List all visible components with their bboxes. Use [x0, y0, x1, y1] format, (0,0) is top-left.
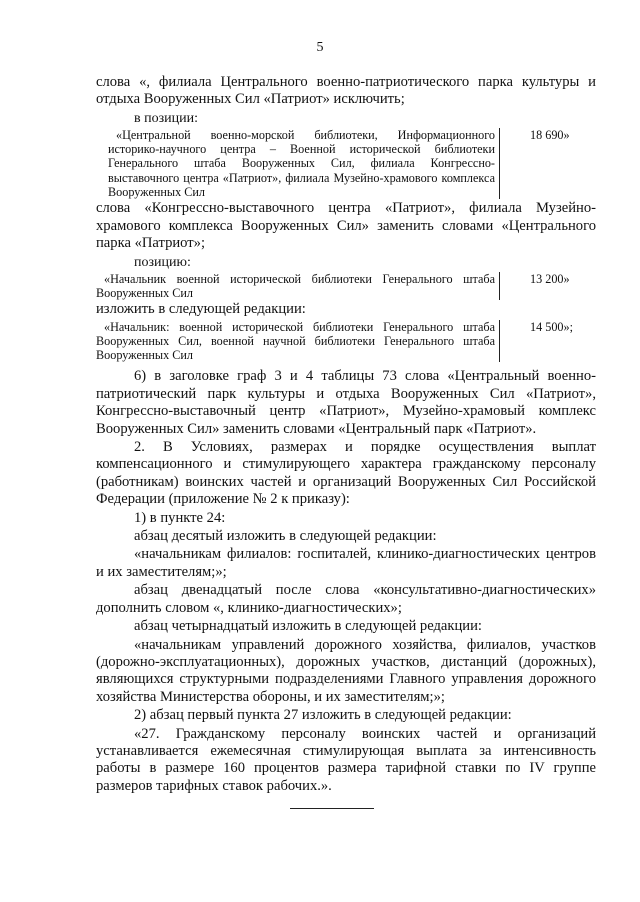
- table-row-position-3: [96, 320, 596, 363]
- paragraph-exclude-filial: слова «, филиала Центрального военно-патриотического парка культуры и отдыха Вооруженных Сил «Патриот» исключить;: [96, 74, 596, 108]
- page-number: 5: [316, 40, 324, 55]
- paragraph-new-edition: изложить в следующей редакции:: [96, 301, 306, 318]
- paragraph-abzac-10-text: «начальникам филиалов: госпиталей, клинико-диагностических центров и их заместителям;»;: [96, 546, 596, 580]
- document-body: [96, 74, 596, 795]
- paragraph-abzac-14-text: «начальникам управлений дорожного хозяйства, филиалов, участков (дорожно-эксплуатационных), дорожных участков, дистанций (дорожных), являющихся структурными подразделениями Главного управления дорожного хозяйства Министерства обороны, и их заместителям;»;: [96, 636, 596, 705]
- paragraph-abzac-10: абзац десятый изложить в следующей редакции:: [134, 528, 437, 545]
- paragraph-section-2: 2. В Условиях, размерах и порядке осуществления выплат компенсационного и стимулирующего характера гражданскому персоналу (работникам) воинских частей и организаций Вооруженных Сил Российской Федерации (приложение № 2 к приказу):: [96, 439, 596, 508]
- paragraph-point-24: 1) в пункте 24:: [134, 509, 226, 526]
- paragraph-item-6: 6) в заголовке граф 3 и 4 таблицы 73 слова «Центральный военно-патриотический парк культуры и отдыха Вооруженных Сил «Патриот», Конгрессно-выставочный центр «Патриот», Музейно-храмовый комплекс Вооруженных Сил» заменить словами «Центральный парк «Патриот».: [96, 368, 596, 437]
- paragraph-abzac-14: абзац четырнадцатый изложить в следующей редакции:: [134, 618, 482, 635]
- position-text-3: «Начальник: военной исторической библиотеки Генерального штаба Вооруженных Сил, военной научной библиотеки Генерального штаба Вооруженных Сил: [96, 320, 500, 363]
- position-value-2: 13 200»: [530, 271, 570, 286]
- position-text-2: «Начальник военной исторической библиотеки Генерального штаба Вооруженных Сил: [96, 272, 500, 301]
- paragraph-point-27-text: «27. Гражданскому персоналу воинских частей и организаций устанавливается ежемесячная стимулирующая выплата за интенсивность работы в размере 160 процентов размера тарифной ставки по IV группе размеров тарифных ставок рабочих.».: [96, 725, 596, 794]
- paragraph-replace-words: слова «Конгрессно-выставочного центра «Патриот», филиала Музейно-храмового комплекса Вооруженных Сил» заменить словами «Центрального парка «Патриот»;: [96, 200, 596, 252]
- table-row-position-1: [96, 128, 596, 199]
- label-position: позицию:: [134, 254, 191, 270]
- end-rule: [290, 808, 374, 809]
- position-text-1: «Центральной военно-морской библиотеки, Информационного историко-научного центра – Военной исторической библиотеки Генерального штаба Вооруженных Сил, филиала Конгрессно-выставочного центра «Патриот», филиала Музейно-храмового комплекса Вооруженных Сил: [96, 128, 500, 199]
- position-value-1: 18 690»: [530, 127, 570, 142]
- table-row-position-2: [96, 272, 596, 301]
- paragraph-point-27: 2) абзац первый пункта 27 изложить в следующей редакции:: [134, 707, 512, 724]
- label-in-positions: в позиции:: [134, 110, 198, 126]
- paragraph-abzac-12: абзац двенадцатый после слова «консультативно-диагностических» дополнить словом «, клинико-диагностических»;: [96, 582, 596, 616]
- position-value-3: 14 500»;: [530, 319, 573, 334]
